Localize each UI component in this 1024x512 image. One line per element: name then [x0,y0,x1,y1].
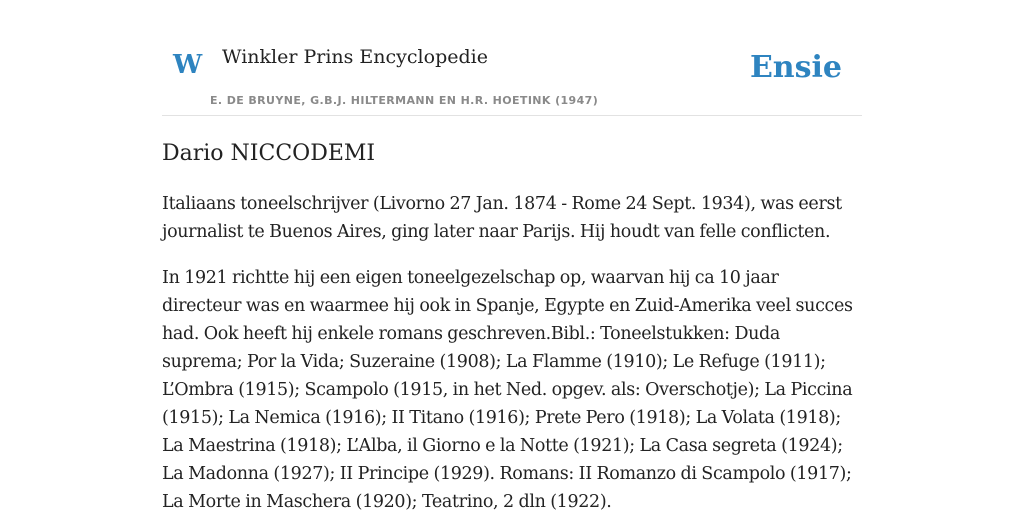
winkler-prins-logo[interactable]: W [173,50,203,80]
edition-authors: E. DE BRUYNE, G.B.J. HILTERMANN EN H.R. HOETINK (1947) [210,94,599,107]
article [162,138,862,512]
article-paragraph: In 1921 richtte hij een eigen toneelgezelschap op, waarvan hij ca 10 jaar directeur was en waarmee hij ook in Spanje, Egypte en Zuid-Amerika veel succes had. Ook heeft hij enkele romans geschreven.Bibl.: Toneelstukken: Duda suprema; Por la Vida; Suzeraine (1908); La Flamme (1910); Le Refuge (1911); L’Ombra (1915); Scampolo (1915, in het Ned. opgev. als: Overschotje); La Piccina (1915); La Nemica (1916); II Titano (1916); Prete Pero (1918); La Volata (1918); La Maestrina (1918); L’Alba, il Giorno e la Notte (1921); La Casa segreta (1924); La Madonna (1927); II Principe (1929). Romans: II Romanzo di Scampolo (1917); La Morte in Maschera (1920); Teatrino, 2 dln (1922). [162,268,853,512]
site-header [162,40,862,116]
site-title[interactable]: Winkler Prins Encyclopedie [222,46,488,68]
ensie-logo[interactable]: Ensie [749,50,842,85]
article-paragraph: Italiaans toneelschrijver (Livorno 27 Jan. 1874 - Rome 24 Sept. 1934), was eerst journalist te Buenos Aires, ging later naar Parijs. Hij houdt van felle conflicten. [162,194,842,242]
article-title: Dario NICCODEMI [162,141,376,166]
